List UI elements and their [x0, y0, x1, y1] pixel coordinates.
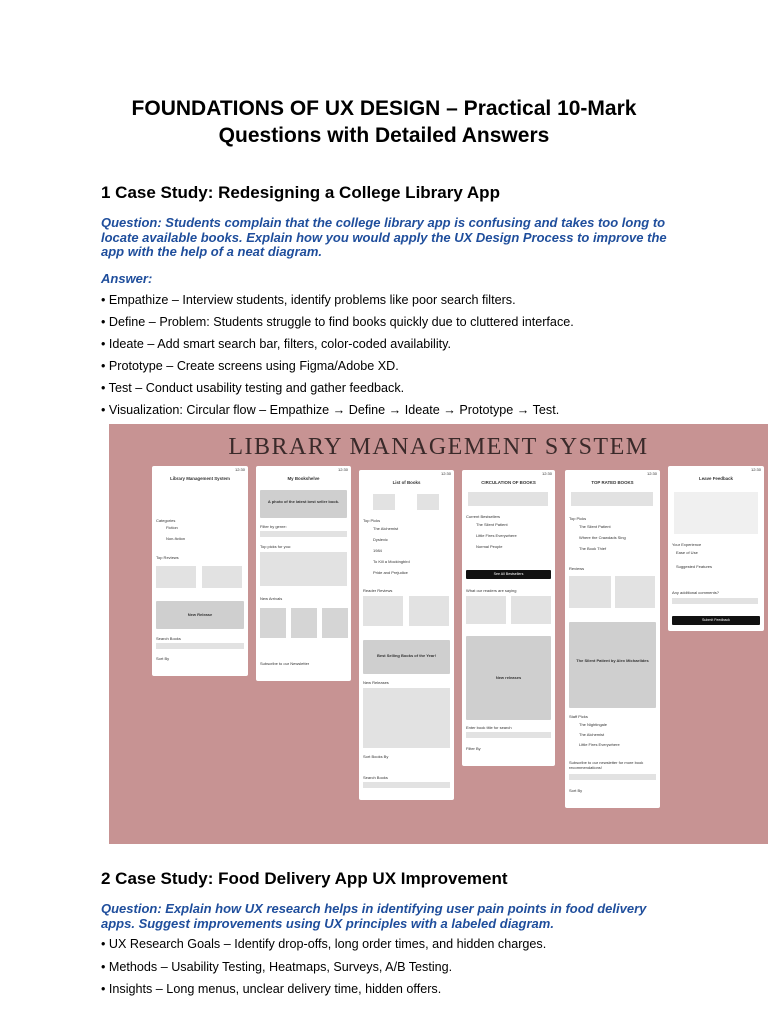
see-all-bestsellers-button[interactable]: See All Bestsellers	[466, 570, 551, 579]
newsletter-input[interactable]	[569, 774, 656, 780]
screen-text: Top picks for you:	[260, 544, 292, 549]
screen-heading: Library Management System	[170, 476, 230, 481]
screen-text: The Nightingale	[579, 722, 608, 727]
review-card	[466, 596, 506, 624]
screen-heading: TOP RATED BOOKS	[591, 480, 634, 485]
bullet-item: • Test – Conduct usability testing and gather feedback.	[101, 381, 405, 395]
section2-question	[101, 902, 681, 931]
screen-text: Little Fires Everywhere	[579, 742, 620, 747]
screen-text: The Silent Patient	[579, 524, 611, 529]
screen-text: The Silent Patient	[476, 522, 508, 527]
screen-heading: Leave Feedback	[699, 476, 733, 481]
library-wireframe-figure	[109, 424, 768, 844]
answer-label: Answer:	[101, 271, 153, 286]
featured-book-banner: The Silent Patient by Alex Michaelides	[569, 622, 656, 708]
screen-text: Filter by genre:	[260, 524, 287, 529]
screen-text: 1984	[373, 548, 382, 553]
bullet-item: • Ideate – Add smart search bar, filters, color-coded availability.	[101, 337, 451, 351]
screen-heading: List of Books	[392, 480, 421, 485]
phone-screen	[152, 466, 248, 676]
screen-text: Enter book title for search	[466, 725, 512, 730]
screen-text: Any additional comments?	[672, 590, 719, 595]
book-cover	[322, 608, 348, 638]
title-line-2: Questions with Detailed Answers	[218, 124, 550, 147]
picks-list	[260, 552, 347, 586]
screen-text: Non-fiction	[166, 536, 186, 541]
screen-text: Where the Crawdads Sing	[579, 535, 626, 540]
nav-icon[interactable]	[373, 494, 395, 510]
screen-text: To Kill a Mockingbird	[373, 559, 410, 564]
review-card	[409, 596, 449, 626]
screen-text: Subscribe to our Newsletter	[260, 661, 310, 666]
screen-text: Pride and Prejudice	[373, 570, 408, 575]
section1-question	[101, 216, 681, 260]
section2-heading: 2 Case Study: Food Delivery App UX Improvement	[101, 869, 508, 888]
question-line: apps. Suggest improvements using UX principles with a labeled diagram.	[101, 915, 554, 931]
review-card	[363, 596, 403, 626]
screen-heading: My Bookshelve	[287, 476, 320, 481]
bullet-item: • Methods – Usability Testing, Heatmaps, Surveys, A/B Testing.	[101, 960, 453, 974]
screen-text: Sort By	[156, 656, 170, 661]
screen-text: Categories	[156, 518, 176, 523]
phone-screen	[565, 470, 660, 808]
screen-text: Top Picks	[363, 518, 381, 523]
screen-text: Little Fires Everywhere	[476, 533, 517, 538]
screen-text: New Arrivals	[260, 596, 283, 601]
bullet-item: • UX Research Goals – Identify drop-offs, long order times, and hidden charges.	[101, 937, 547, 951]
screen-text: Ease of Use	[676, 550, 698, 555]
review-card	[569, 576, 611, 608]
screen-text: Reader Reviews	[363, 588, 393, 593]
status-bar: 12:30	[234, 467, 245, 472]
question-line: Question: Students complain that the college library app is confusing and takes too long to	[101, 215, 666, 230]
status-bar: 12:30	[440, 471, 451, 476]
screen-text: Search Books	[363, 775, 388, 780]
phone-screen	[668, 466, 764, 631]
screen-text: The Alchemist	[373, 526, 399, 531]
review-card	[202, 566, 242, 588]
feedback-image	[674, 492, 758, 534]
review-card	[511, 596, 551, 624]
review-card	[156, 566, 196, 588]
new-releases-banner: New releases	[466, 636, 551, 720]
nav-icons[interactable]	[468, 492, 548, 506]
new-release-banner: New Release	[156, 601, 244, 629]
screen-text: New Releases	[363, 680, 389, 685]
question-line: app with the help of a neat diagram.	[101, 244, 323, 260]
screen-text: Sort Books By	[363, 754, 389, 759]
phone-screen	[256, 466, 351, 681]
screen-text: What our readers are saying	[466, 588, 517, 593]
screen-text: Suggested Features	[676, 564, 713, 569]
genre-chips[interactable]	[260, 531, 347, 537]
book-cover	[291, 608, 317, 638]
bullet-item: • Visualization: Circular flow – Empathize → Define → Ideate → Prototype → Test.	[101, 403, 560, 417]
screen-text: Dyslexic	[373, 537, 388, 542]
screen-heading: CIRCULATION OF BOOKS	[481, 480, 536, 485]
question-line: locate available books. Explain how you would apply the UX Design Process to improve the	[101, 229, 667, 245]
status-bar: 12:30	[337, 467, 348, 472]
screen-text: Sort By	[569, 788, 583, 793]
screen-text: Reviews	[569, 566, 585, 571]
title-line-1: FOUNDATIONS OF UX DESIGN – Practical 10-Mark	[131, 97, 637, 120]
status-bar: 12:30	[541, 471, 552, 476]
screen-text: The Alchemist	[579, 732, 605, 737]
document-title	[60, 95, 708, 149]
new-releases-list	[363, 688, 450, 748]
screen-text: Current Bestsellers	[466, 514, 501, 519]
comments-input[interactable]	[672, 598, 758, 604]
bullet-item: • Empathize – Interview students, identify problems like poor search filters.	[101, 293, 516, 307]
status-bar: 12:30	[646, 471, 657, 476]
bullet-item: • Define – Problem: Students struggle to find books quickly due to cluttered interface.	[101, 315, 574, 329]
screen-text: Top Picks	[569, 516, 587, 521]
nav-icons[interactable]	[571, 492, 653, 506]
search-input[interactable]	[466, 732, 551, 738]
screen-text: Your Experience	[672, 542, 702, 547]
search-input[interactable]	[156, 643, 244, 649]
phone-screen	[462, 470, 555, 766]
book-cover	[260, 608, 286, 638]
figure-title: LIBRARY MANAGEMENT SYSTEM	[228, 434, 649, 460]
screen-text: Top Reviews	[156, 555, 179, 560]
screen-text: Subscribe to our newsletter for more book recommendations!	[569, 760, 644, 770]
status-bar: 12:30	[750, 467, 761, 472]
search-input[interactable]	[363, 782, 450, 788]
screen-text: Normal People	[476, 544, 503, 549]
screen-text: Filter By	[466, 746, 481, 751]
review-card	[615, 576, 655, 608]
phone-screen	[359, 470, 454, 800]
bullet-item: • Insights – Long menus, unclear delivery time, hidden offers.	[101, 982, 442, 996]
nav-icon[interactable]	[417, 494, 439, 510]
best-selling-banner: Best Selling Books of the Year!	[363, 640, 450, 674]
screen-text: Fiction	[166, 525, 178, 530]
screen-text: Staff Picks	[569, 714, 588, 719]
bestseller-banner: A photo of the latest best seller book.	[260, 490, 347, 518]
bullet-item: • Prototype – Create screens using Figma/Adobe XD.	[101, 359, 399, 373]
screen-text: Search Books	[156, 636, 181, 641]
question-line: Question: Explain how UX research helps in identifying user pain points in food delivery	[101, 901, 647, 916]
submit-feedback-button[interactable]: Submit Feedback	[672, 616, 760, 625]
screen-text: The Book Thief	[579, 546, 607, 551]
section1-heading: 1 Case Study: Redesigning a College Library App	[101, 183, 500, 202]
